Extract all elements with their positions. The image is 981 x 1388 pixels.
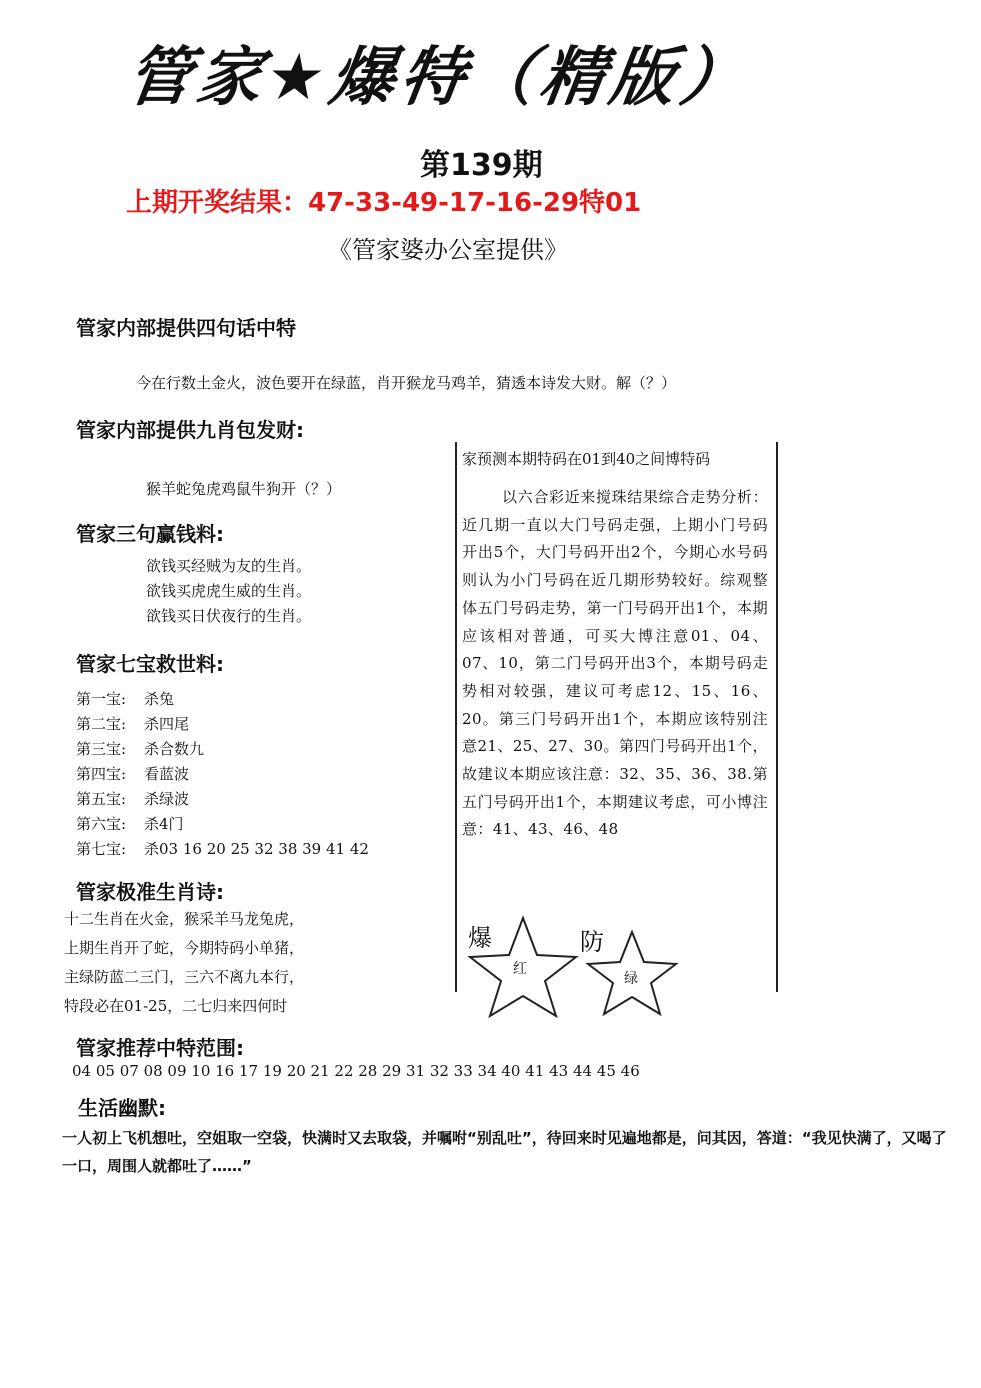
treasure-value: 杀合数九 [144,740,205,758]
treasure-value: 杀四尾 [144,715,190,733]
seven-treasures-heading: 管家七宝救世料: [76,652,224,676]
treasure-value: 看蓝波 [144,765,190,783]
three-sentences-heading: 管家三句赢钱料: [76,522,224,546]
poem-heading: 管家极准生肖诗: [76,880,224,904]
treasure-item [76,713,189,734]
treasure-label: 第六宝: [76,815,127,833]
treasure-item [76,738,204,759]
four-lines-heading: 管家内部提供四句话中特 [76,316,296,340]
poem-line: 上期生肖开了蛇，今期特码小单猪， [64,939,305,957]
star-inner-green: 绿 [624,971,638,987]
treasure-label: 第七宝: [76,840,127,858]
range-heading: 管家推荐中特范围: [76,1036,244,1060]
analysis-column [462,444,768,844]
nine-zodiac-text: 猴羊蛇兔虎鸡鼠牛狗开（？） [146,480,342,498]
star-label-bao: 爆 [468,924,492,952]
treasure-value: 杀4门 [144,815,184,833]
last-draw-result: 上期开奖结果：47-33-49-17-16-29特01 [126,188,642,218]
treasure-item [76,763,189,784]
poem-line: 十二生肖在火金，猴采羊马龙兔虎， [64,910,305,928]
treasure-value: 杀03 16 20 25 32 38 39 41 42 [144,840,369,858]
three-sentences-line: 欲钱买经贼为友的生肖。 [146,557,312,575]
three-sentences-line: 欲钱买虎虎生威的生肖。 [146,582,312,600]
treasure-item [76,813,184,834]
poem-line: 主绿防蓝二三门，三六不离九本行， [64,968,305,986]
humor-heading: 生活幽默: [78,1096,166,1120]
range-numbers: 04 05 07 08 09 10 16 17 19 20 21 22 28 29 31 32 33 34 40 41 43 44 45 46 [72,1062,640,1080]
treasure-item [76,688,174,709]
provider-line: 《管家婆办公室提供》 [328,236,568,264]
treasure-label: 第三宝: [76,740,127,758]
star-label-fang: 防 [580,928,604,956]
four-lines-text: 今在行数土金火，波色要开在绿蓝，肖开猴龙马鸡羊，猜透本诗发大财。解（？） [136,374,677,392]
three-sentences-line: 欲钱买日伏夜行的生肖。 [146,607,312,625]
column-left-rule [455,442,457,992]
humor-text: 一人初上飞机想吐，空姐取一空袋，快满时又去取袋，并嘱咐“别乱吐”，待回来时见遍地都是，问其因，答道：“我见快满了，又喝了一口，周围人就都吐了……” [62,1129,947,1175]
treasure-label: 第五宝: [76,790,127,808]
treasure-item [76,838,369,859]
treasure-label: 第二宝: [76,715,127,733]
stars-graphic [458,908,688,1018]
issue-number: 第139期 [420,148,543,183]
column-right-rule [776,442,778,992]
treasure-label: 第一宝: [76,690,127,708]
treasure-item [76,788,189,809]
analysis-body: 以六合彩近来搅珠结果综合走势分析：近几期一直以大门号码走强，上期小门号码开出5个，大门号码开出2个，今期心水号码则认为小门号码在近几期形势较好。综观整体五门号码走势，第一门号码开出1个，本期应该相对普通，可买大博注意01、04、07、10，第二门号码开出3个，本期号码走势相对较强，建议可考虑12、15、16、20。第三门号码开出1个，本期应该特别注意21、25、27、30。第四门号码开出1个，故建议本期应该注意：32、35、36、38.第五门号码开出1个，本期建议考虑，可小博注意：41、43、46、48 [462,488,768,839]
treasure-label: 第四宝: [76,765,127,783]
analysis-first-line: 家预测本期特码在01到40之间博特码 [462,450,711,468]
poem-line: 特段必在01-25，二七归来四何时 [64,997,288,1015]
treasure-value: 杀绿波 [144,790,190,808]
masthead-title: 管家★爆特（精版） [121,41,756,115]
treasure-value: 杀兔 [144,690,175,708]
nine-zodiac-heading: 管家内部提供九肖包发财: [76,418,304,442]
star-inner-red: 红 [513,961,527,977]
